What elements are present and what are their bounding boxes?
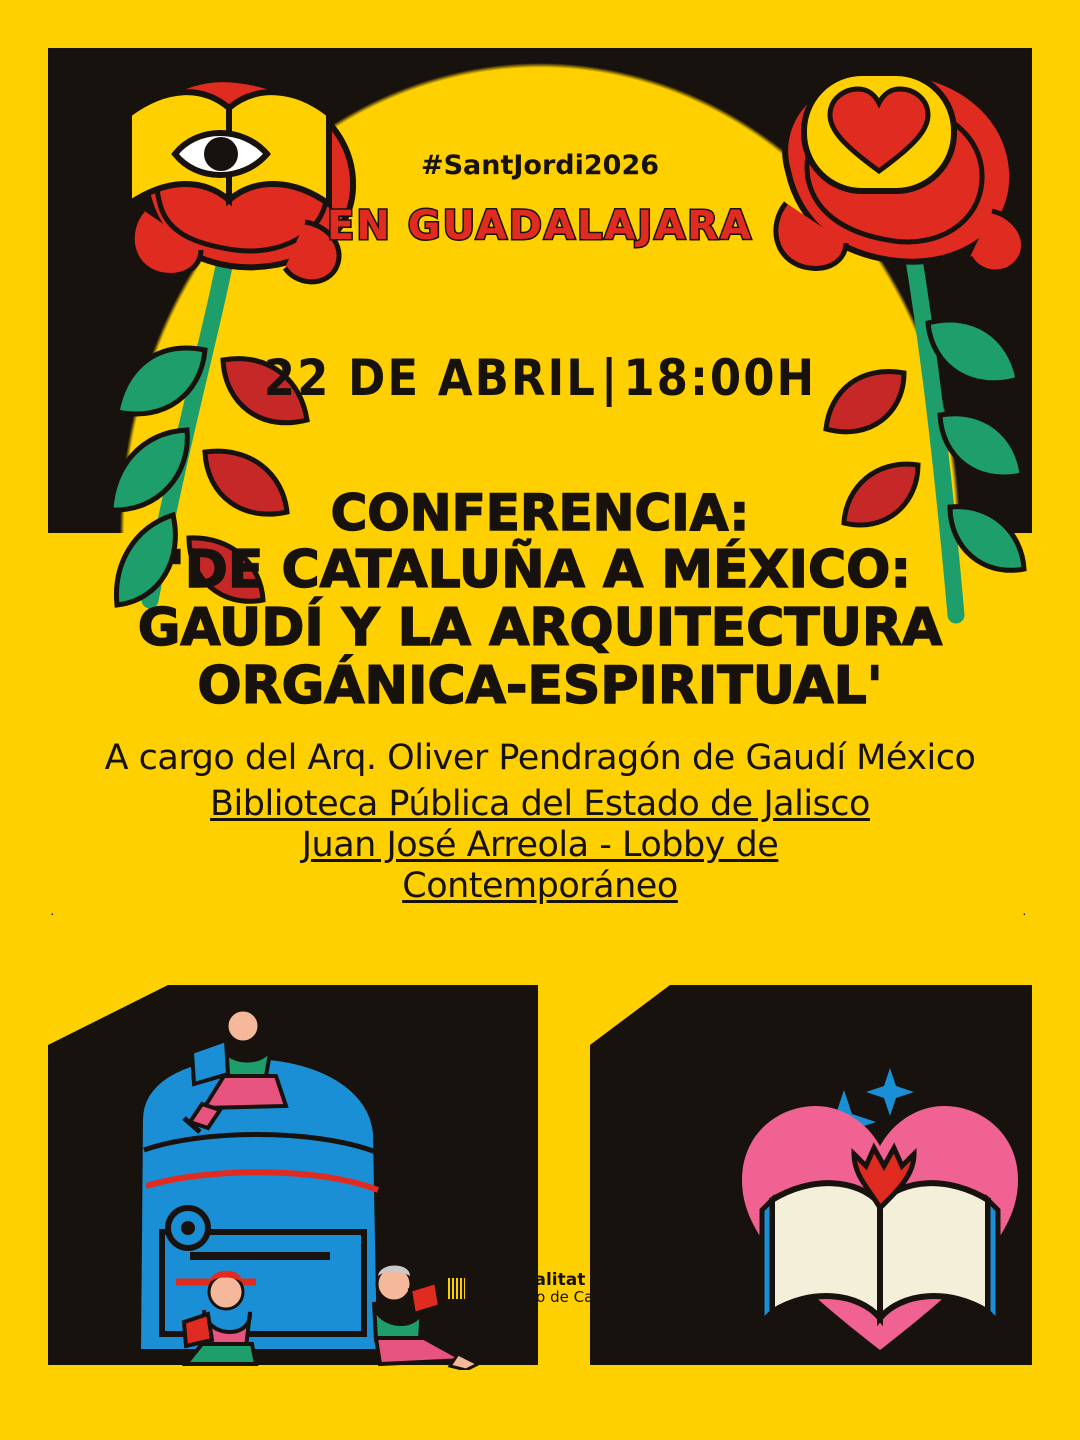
- event-title: [0, 485, 1080, 716]
- venue-line-2: Juan José Arreola - Lobby de: [301, 825, 779, 865]
- event-title-line-2: 'DE CATALUÑA A MÉXICO:: [168, 540, 912, 600]
- event-date: 22 DE ABRIL: [263, 349, 597, 407]
- city-banner: EN GUADALAJARA: [327, 203, 753, 249]
- event-time: 18:00H: [623, 349, 817, 407]
- logo-line-1: Generalitat de Catalunya: [477, 1270, 718, 1290]
- venue-line-1: Biblioteca Pública del Estado de Jalisco: [210, 783, 870, 824]
- event-title-line-3: GAUDÍ Y LA ARQUITECTURA: [137, 598, 943, 659]
- heart-with-open-book-illustration: [720, 1050, 1040, 1370]
- event-title-line-1: CONFERENCIA:: [330, 484, 750, 542]
- left-tick-mark: ·: [50, 905, 55, 921]
- venue-line-3: Contemporáneo: [402, 866, 678, 907]
- speaker-credit: A cargo del Arq. Oliver Pendragón de Gaudí México: [104, 737, 976, 778]
- poster-text-block: [0, 150, 1080, 908]
- hashtag: #SantJordi2026: [420, 150, 660, 181]
- generalitat-bars-icon: [443, 1274, 469, 1304]
- readers-on-giant-backpack-illustration: [80, 1000, 520, 1370]
- date-time-line: [0, 349, 1080, 407]
- venue-block: [0, 784, 1080, 908]
- date-time-separator: |: [600, 349, 620, 407]
- generalitat-logo: [443, 1272, 717, 1306]
- right-tick-mark: ·: [1022, 905, 1027, 921]
- logo-line-2: Gobierno de Cataluña: [477, 1287, 641, 1306]
- event-title-line-4: ORGÁNICA-ESPIRITUAL': [197, 656, 883, 717]
